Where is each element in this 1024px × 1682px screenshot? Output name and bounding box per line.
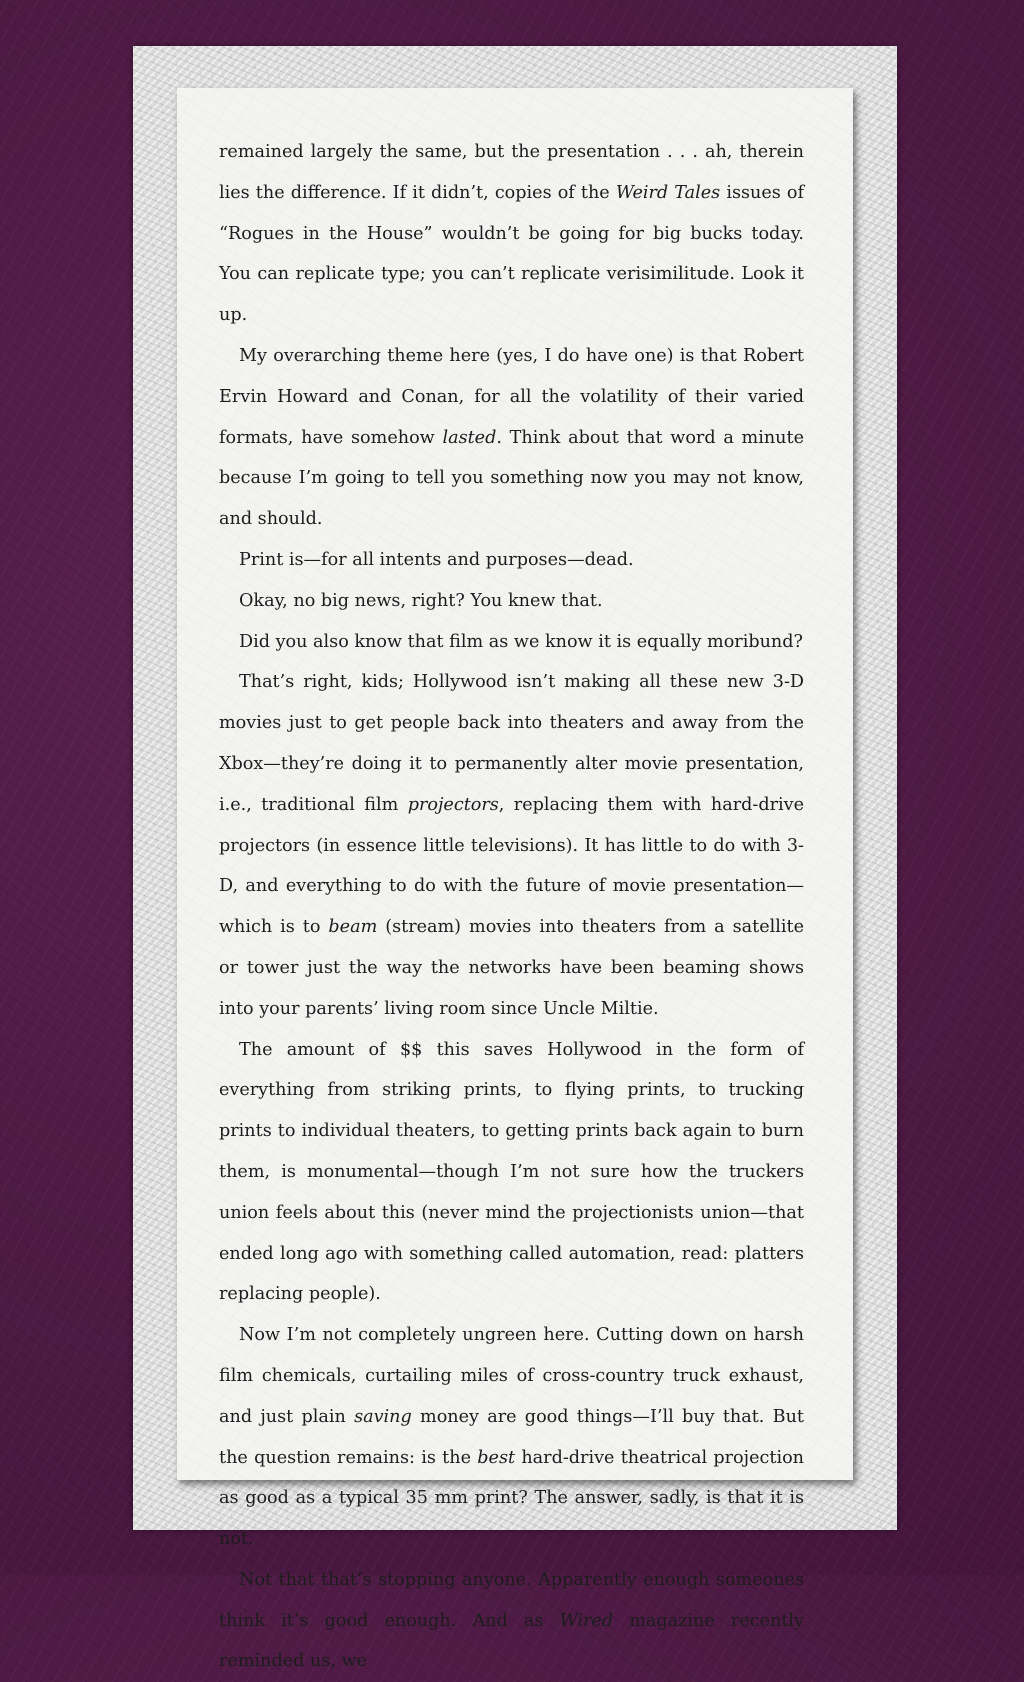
italic-text: beam	[328, 917, 378, 938]
text-segment: Now I’m not completely ungreen here. Cutting down on harsh film chemicals, curtailing miles of cross-country truck exhaust, and just plain	[219, 1325, 804, 1427]
text-segment: issues of “Rogues in the House” wouldn’t be going for big bucks today. You can replicate type; you can’t replicate verisimilitude. Look it up.	[219, 182, 804, 326]
text-segment: The amount of $$ this saves Hollywood in the form of everything from striking prints, to flying prints, to trucking prints to individual theaters, to getting prints back again to burn them, is monumental—though I’m not sure how the truckers union feels about this (never mind the projectionists union—that ended long ago with something called automation, read: platters replacing people).	[219, 1039, 804, 1305]
paragraph	[219, 540, 804, 581]
paragraph	[219, 336, 804, 540]
text-segment: Not that that’s stopping anyone. Apparently enough someones think it’s good enough. And as	[219, 1569, 804, 1631]
italic-text: lasted	[442, 427, 497, 448]
article-text	[219, 132, 804, 1682]
paragraph	[219, 1560, 804, 1682]
paragraph	[219, 132, 804, 336]
text-segment: My overarching theme here (yes, I do have one) is that Robert Ervin Howard and Conan, for all the volatility of their varied formats, have somehow	[219, 345, 804, 448]
paragraph	[219, 662, 804, 1029]
text-segment: . Think about that word a minute because I’m going to tell you something now you may not know, and should.	[219, 427, 804, 530]
paragraph	[219, 622, 804, 663]
text-segment: money are good things—I’ll buy that. But the question remains: is the	[219, 1406, 804, 1468]
paragraph	[219, 1030, 804, 1316]
text-segment: , replacing them with hard-drive projectors (in essence little televisions). It has little to do with 3-D, and everything to do with the future of movie presentation—which is to	[219, 794, 804, 938]
italic-text: projectors	[407, 794, 499, 815]
text-segment: (stream) movies into theaters from a satellite or tower just the way the networks have been beaming shows into your parents’ living room since Uncle Miltie.	[219, 917, 804, 1019]
text-segment: remained largely the same, but the presentation . . . ah, therein lies the difference. If it didn’t, copies of the	[219, 142, 804, 203]
text-segment: Okay, no big news, right? You knew that.	[239, 590, 603, 611]
italic-text: best	[477, 1447, 516, 1468]
italic-text: Weird Tales	[615, 182, 721, 203]
italic-text: saving	[354, 1406, 412, 1427]
text-segment: Print is—for all intents and purposes—dead.	[239, 549, 634, 570]
paragraph	[219, 1315, 804, 1560]
italic-text: Wired	[559, 1610, 614, 1631]
text-segment: Did you also know that film as we know it is equally moribund?	[239, 631, 803, 652]
text-segment: magazine recently reminded us, we	[219, 1610, 804, 1672]
text-segment: That’s right, kids; Hollywood isn’t making all these new 3-D movies just to get people back into theaters and away from the Xbox—they’re doing it to permanently alter movie presentation, i.e., traditional film	[219, 672, 804, 815]
paragraph	[219, 581, 804, 622]
text-segment: hard-drive theatrical projection as good as a typical 35 mm print? The answer, sadly, is that it is not.	[219, 1447, 804, 1550]
